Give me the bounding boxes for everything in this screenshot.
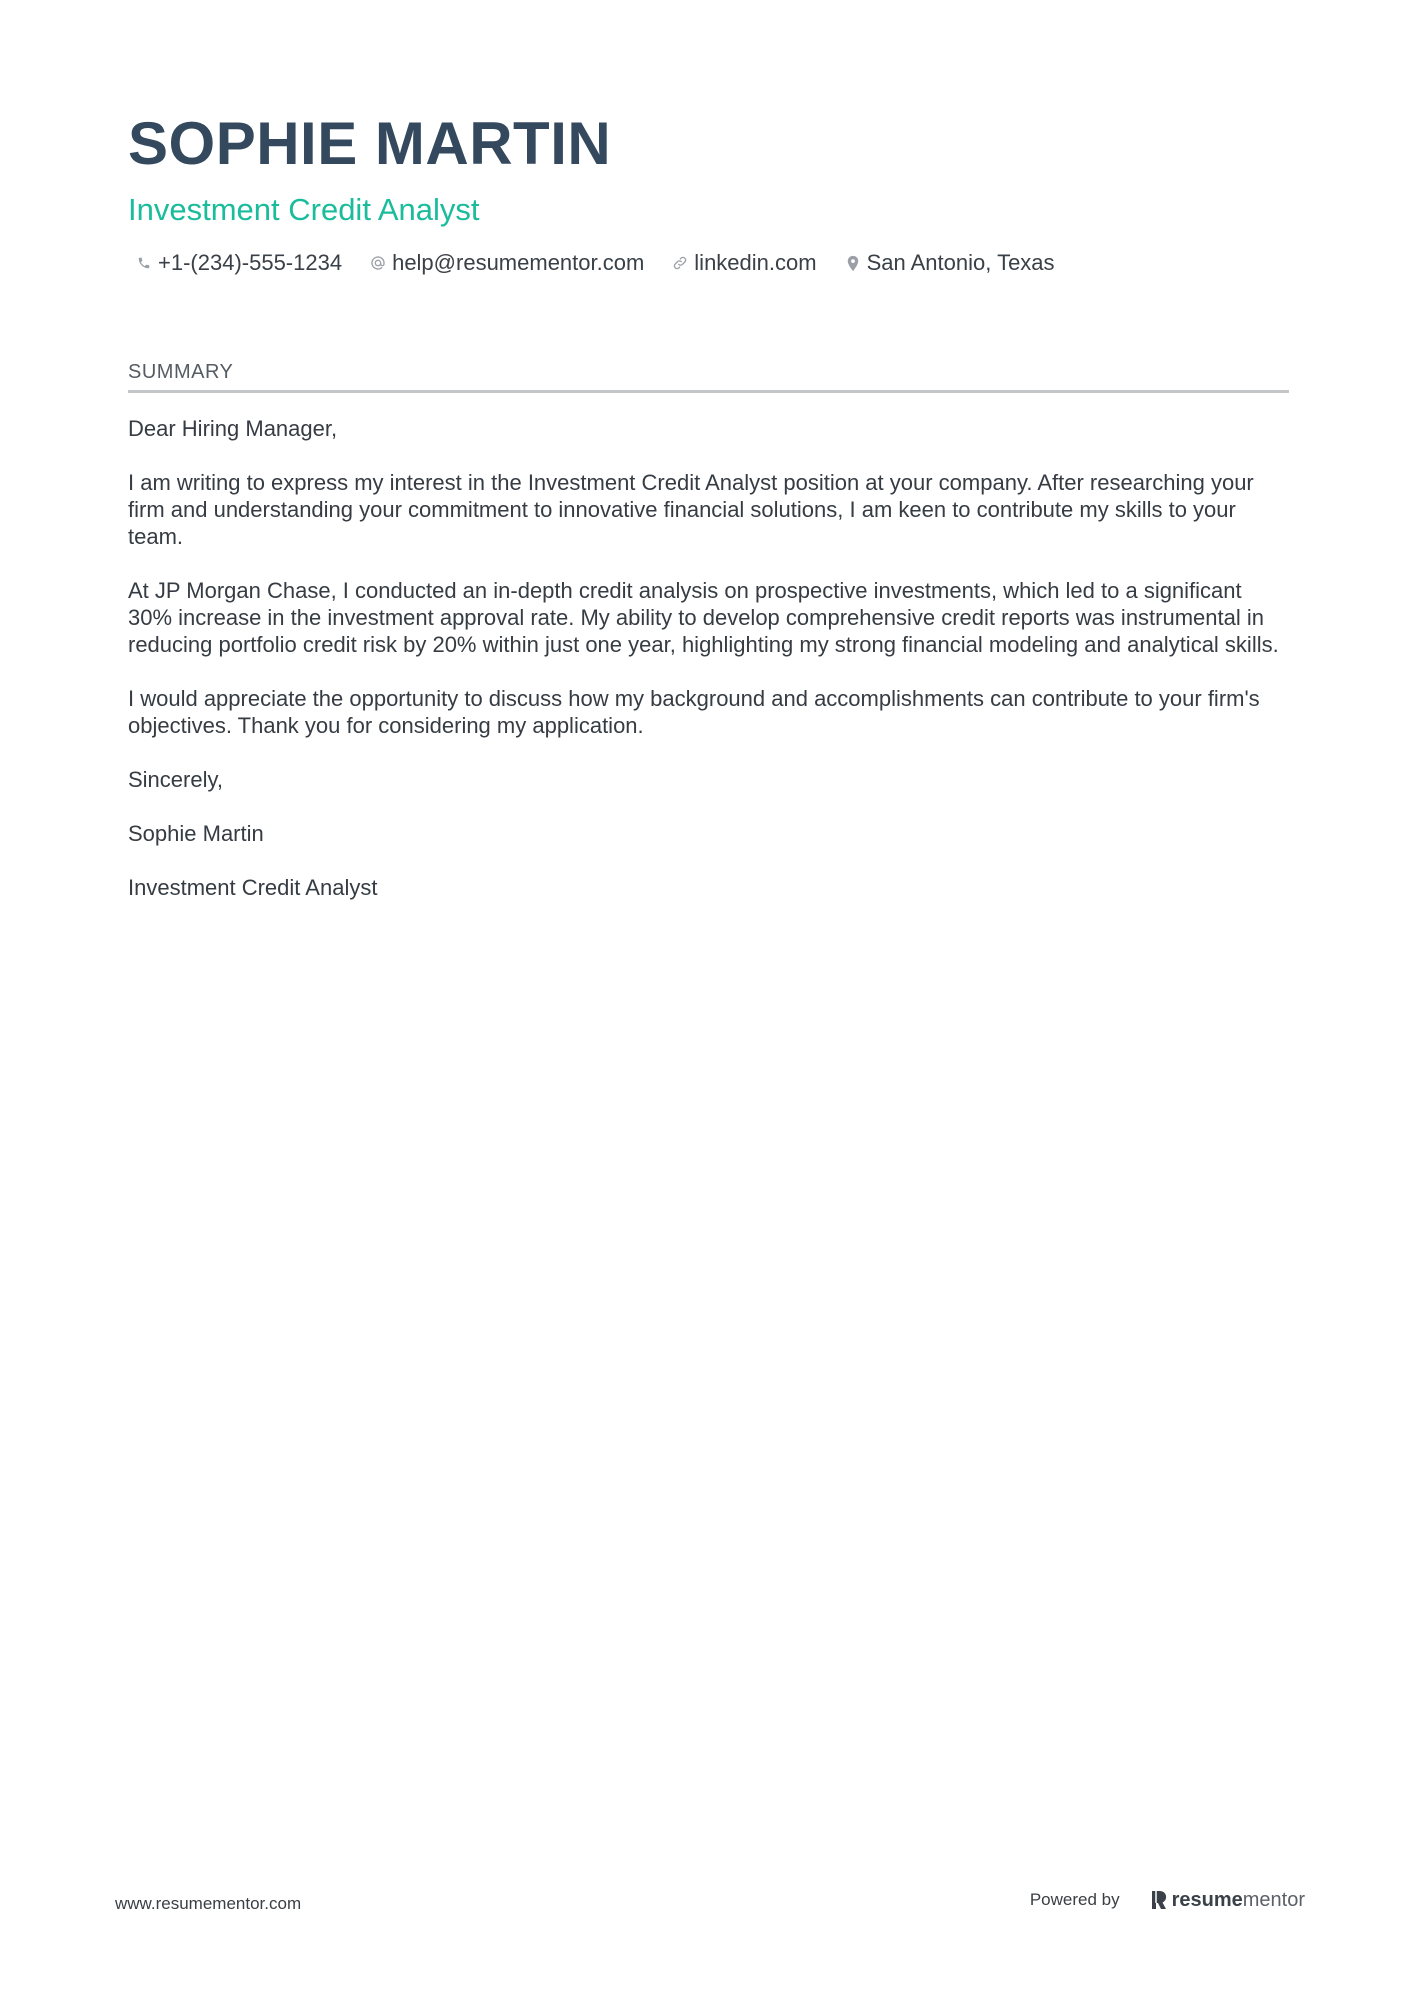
letter-body bbox=[128, 415, 1289, 901]
powered-by-label: Powered by bbox=[1029, 1890, 1120, 1909]
brand-logo[interactable] bbox=[1150, 1888, 1305, 1912]
location-pin-icon bbox=[843, 252, 863, 274]
closing: Sincerely, bbox=[128, 767, 223, 792]
contact-row bbox=[128, 248, 1288, 278]
section-title: SUMMARY bbox=[128, 358, 1289, 393]
footer-website[interactable]: www.resumementor.com bbox=[115, 1894, 302, 1913]
header bbox=[128, 108, 1288, 278]
contact-location bbox=[843, 248, 1055, 278]
linkedin-text: linkedin.com bbox=[694, 250, 817, 275]
link-icon bbox=[670, 252, 690, 274]
contact-linkedin bbox=[670, 248, 816, 278]
at-icon bbox=[368, 252, 388, 274]
brand-text-bold: resume bbox=[1171, 1889, 1243, 1911]
signature-name: Sophie Martin bbox=[128, 821, 264, 846]
resumementor-logo-icon bbox=[1150, 1889, 1168, 1911]
brand-text-light: mentor bbox=[1242, 1889, 1305, 1911]
location-text: San Antonio, Texas bbox=[866, 250, 1055, 275]
contact-phone bbox=[128, 248, 342, 278]
contact-email bbox=[368, 248, 644, 278]
letter-paragraph: At JP Morgan Chase, I conducted an in-depth credit analysis on prospective investments, which led to a significant 30% increase in the investment approval rate. My ability to develop comprehensive credit reports was instrumental in reducing portfolio credit risk by 20% within just one year, highlighting my strong financial modeling and analytical skills. bbox=[128, 578, 1279, 657]
footer-branding bbox=[1030, 1888, 1305, 1912]
salutation: Dear Hiring Manager, bbox=[128, 416, 338, 441]
candidate-name: SOPHIE MARTIN bbox=[128, 110, 612, 177]
letter-paragraph: I would appreciate the opportunity to discuss how my background and accomplishments can contribute to your firm's objectives. Thank you for considering my application. bbox=[128, 686, 1260, 738]
phone-text: +1-(234)-555-1234 bbox=[158, 250, 343, 275]
letter-paragraph: I am writing to express my interest in the Investment Credit Analyst position at your company. After researching your firm and understanding your commitment to innovative financial solutions, I am keen to contribute my skills to your team. bbox=[128, 470, 1254, 549]
email-text: help@resumementor.com bbox=[392, 250, 645, 275]
summary-section bbox=[128, 358, 1289, 928]
phone-icon bbox=[134, 252, 154, 274]
candidate-role: Investment Credit Analyst bbox=[128, 192, 480, 227]
signature-title: Investment Credit Analyst bbox=[128, 875, 378, 900]
